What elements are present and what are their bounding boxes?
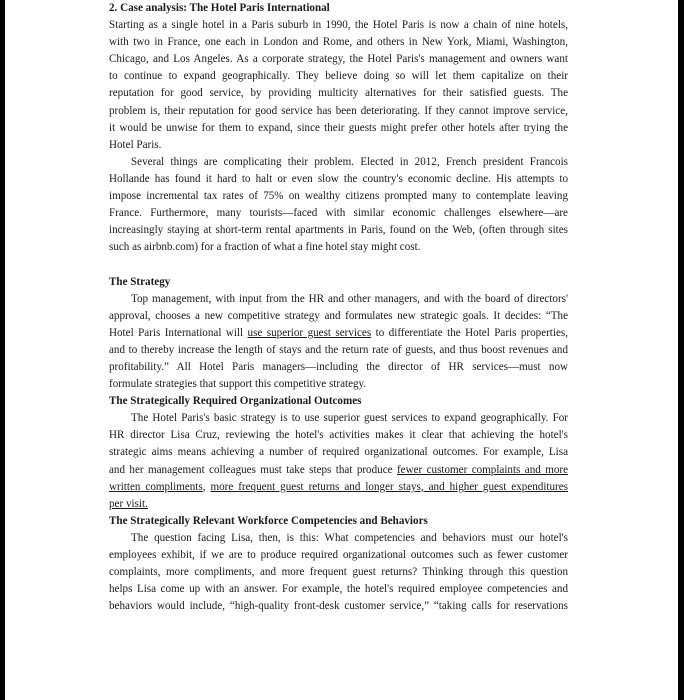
outcomes-line-4-text: and her management colleagues must take steps that produce (109, 463, 397, 476)
strategy-line-1: Top management, with input from the HR and other managers, and with the board of directors' (131, 292, 568, 305)
left-frame-border (0, 0, 5, 700)
outcomes-line-6 (109, 496, 568, 513)
intro-p1-line-5: reputation for good service, by providing multicity alternatives for their satisfied guests. The (109, 87, 568, 100)
outcomes-line-4 (109, 462, 568, 479)
competencies-line-4: helps Lisa come up with an answer. For example, the hotel's required employee competencies and (109, 583, 568, 596)
intro-p1-line-2: with two in France, one each in London and Rome, and others in New York, Miami, Washington, (109, 36, 568, 49)
underlined-phrase-fewer-complaints: fewer customer complaints and more (396, 463, 569, 476)
right-frame-border (678, 0, 684, 700)
intro-p1-line-6: problem is, their reputation for good service has been deteriorating. If they cannot improve service, (109, 104, 568, 117)
strategy-line-4: and to thereby increase the length of stays and the return rate of guests, and thus boost revenues and (109, 343, 568, 356)
intro-p1-line-3: Chicago, and Los Angeles. As a corporate strategy, the Hotel Paris's management and owners want (109, 53, 568, 66)
competencies-line-2: employees exhibit, if we are to produce required organizational outcomes such as fewer customer (109, 549, 568, 561)
underlined-phrase-guest-returns: more frequent guest returns and longer stays, and higher guest expenditures (210, 480, 568, 493)
outcomes-line-5 (109, 479, 568, 496)
strategy-line-5: profitability.” All Hotel Paris managers—including the director of HR services—must now (109, 360, 568, 373)
intro-p2-line-6: such as airbnb.com) for a fraction of what a fine hotel stay might cost. (109, 241, 421, 254)
underlined-phrase-written-compliments: written compliments (109, 480, 203, 493)
strategy-line-6: formulate strategies that support this competitive strategy. (109, 378, 367, 391)
underlined-phrase-superior-guest-services: use superior guest services (247, 326, 372, 339)
competencies-line-3: complaints, more compliments, and more frequent guest returns? Thinking through this question (109, 566, 568, 579)
intro-p2-line-4: France. Furthermore, many tourists—faced with similar economic challenges elsewhere—are (109, 207, 568, 220)
underlined-phrase-per-visit: per visit. (109, 497, 148, 510)
outcomes-line-1: The Hotel Paris's basic strategy is to use superior guest services to expand geographically. For (131, 412, 568, 425)
section-gap (109, 256, 568, 273)
intro-p2-line-3: impose incremental tax rates of 75% on wealthy citizens prompted many to contemplate leaving (109, 190, 568, 203)
intro-p1-line-8: Hotel Paris. (109, 138, 162, 151)
intro-p2-line-2: Hollande has found it hard to halt or even slow the country's economic decline. His attempts to (109, 172, 568, 185)
intro-p2-line-5: increasingly staying at short-term rental apartments in Paris, found on the Web, (often through sites (109, 224, 568, 237)
competencies-heading: The Strategically Relevant Workforce Competencies and Behaviors (109, 514, 428, 527)
strategy-heading: The Strategy (109, 275, 171, 288)
competencies-line-5: behaviors would include, “high-quality front-desk customer service,” “taking calls for reservations (109, 600, 568, 613)
intro-p1-line-1: Starting as a single hotel in a Paris suburb in 1990, the Hotel Paris is now a chain of nine hotels, (109, 19, 568, 32)
intro-p2-line-1: Several things are complicating their problem. Elected in 2012, French president Francois (131, 155, 568, 168)
strategy-line-2: approval, chooses a new competitive strategy and formulates new strategic goals. It decides: “The (109, 309, 568, 322)
outcomes-heading: The Strategically Required Organizational Outcomes (109, 395, 362, 408)
case-title: 2. Case analysis: The Hotel Paris International (109, 2, 330, 14)
strategy-line-3 (109, 325, 568, 342)
outcomes-line-2: HR director Lisa Cruz, reviewing the hotel's activities makes it clear that achieving the hotel's (109, 429, 568, 442)
outcomes-line-3: strategic aims means achieving a number of required organizational outcomes. For example, Lisa (109, 446, 568, 459)
intro-p1-line-4: to continue to expand geographically. They believe doing so will let them capitalize on their (109, 70, 568, 83)
intro-p1-line-7: it would be unwise for them to expand, since their guests might prefer other hotels after trying the (109, 121, 568, 134)
outcomes-line-5-separator: , (202, 480, 211, 493)
document-page (109, 0, 568, 615)
competencies-line-1: The question facing Lisa, then, is this: What competencies and behaviors must our hotel's (131, 531, 568, 544)
strategy-line-3-text-b: to differentiate the Hotel Paris properties, (371, 326, 568, 339)
strategy-line-3-text-a: Hotel Paris International will (109, 326, 248, 339)
